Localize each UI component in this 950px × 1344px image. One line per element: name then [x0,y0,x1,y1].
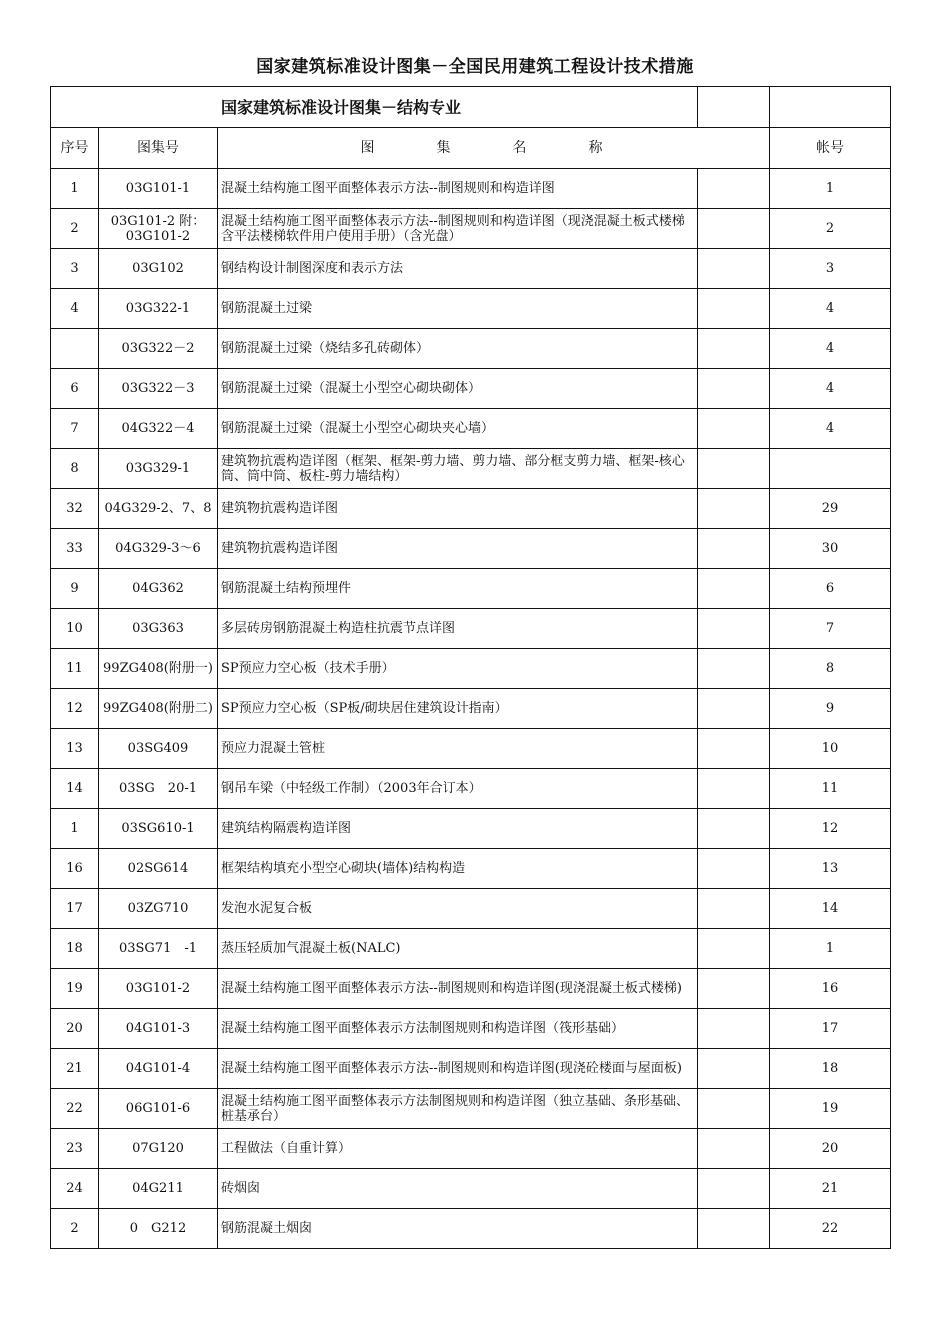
cell-blank [698,169,770,209]
table-row [51,449,891,489]
cell-name: 钢结构设计制图深度和表示方法 [218,249,698,289]
cell-account: 12 [770,809,891,849]
table-row [51,689,891,729]
cell-blank [698,569,770,609]
cell-blank [698,1129,770,1169]
document-title: 国家建筑标准设计图集－全国民用建筑工程设计技术措施 [256,57,694,77]
table-row [51,209,891,249]
cell-account: 8 [770,649,891,689]
cell-seq: 22 [51,1089,99,1129]
cell-blank [698,249,770,289]
cell-name: 钢吊车梁（中轻级工作制）（2003年合订本） [218,769,698,809]
table-row [51,569,891,609]
table-row [51,889,891,929]
cell-name: 建筑结构隔震构造详图 [218,809,698,849]
cell-code: 07G120 [99,1129,218,1169]
cell-name: 预应力混凝土管桩 [218,729,698,769]
cell-seq: 23 [51,1129,99,1169]
cell-name: 多层砖房钢筋混凝土构造柱抗震节点详图 [218,609,698,649]
cell-seq: 6 [51,369,99,409]
cell-blank [698,1009,770,1049]
section-blank-cell [698,87,770,128]
table-row [51,489,891,529]
cell-seq: 2 [51,209,99,249]
cell-code: 03SG 20-1 [99,769,218,809]
cell-blank [698,769,770,809]
cell-blank [698,289,770,329]
cell-account: 3 [770,249,891,289]
cell-code: 04G329-3～6 [99,529,218,569]
section-blank-cell [770,87,891,128]
cell-account: 21 [770,1169,891,1209]
cell-account [770,449,891,489]
cell-blank [698,209,770,249]
cell-name: 建筑物抗震构造详图（框架、框架-剪力墙、剪力墙、部分框支剪力墙、框架-核心筒、筒中筒、板柱-剪力墙结构） [218,449,698,489]
cell-account: 29 [770,489,891,529]
cell-blank [698,969,770,1009]
cell-blank [698,1169,770,1209]
cell-code: 99ZG408(附册一) [99,649,218,689]
table-row [51,169,891,209]
cell-blank [698,729,770,769]
cell-blank [698,689,770,729]
cell-account: 4 [770,329,891,369]
cell-seq: 20 [51,1009,99,1049]
table-row [51,1209,891,1249]
cell-name: 混凝土结构施工图平面整体表示方法--制图规则和构造详图(现浇砼楼面与屋面板) [218,1049,698,1089]
cell-name: 钢筋混凝土过梁（烧结多孔砖砌体） [218,329,698,369]
cell-blank [698,489,770,529]
cell-code: 03G322-1 [99,289,218,329]
cell-seq: 12 [51,689,99,729]
table-row [51,809,891,849]
cell-seq: 9 [51,569,99,609]
cell-code: 03SG409 [99,729,218,769]
cell-seq: 33 [51,529,99,569]
header-name: 图 集 名 称 [218,128,770,169]
cell-name: 框架结构填充小型空心砌块(墙体)结构构造 [218,849,698,889]
cell-blank [698,1089,770,1129]
cell-blank [698,1209,770,1249]
cell-name: 钢筋混凝土过梁（混凝土小型空心砌块砌体） [218,369,698,409]
section-title: 国家建筑标准设计图集－结构专业 [51,87,698,128]
table-row [51,849,891,889]
cell-seq: 1 [51,169,99,209]
cell-name: 钢筋混凝土过梁（混凝土小型空心砌块夹心墙） [218,409,698,449]
cell-seq: 16 [51,849,99,889]
cell-blank [698,329,770,369]
table-row [51,409,891,449]
cell-account: 2 [770,209,891,249]
cell-code: 03G363 [99,609,218,649]
cell-name: 混凝土结构施工图平面整体表示方法制图规则和构造详图（筏形基础） [218,1009,698,1049]
cell-code: 04G362 [99,569,218,609]
cell-account: 22 [770,1209,891,1249]
cell-account: 11 [770,769,891,809]
cell-seq: 21 [51,1049,99,1089]
cell-seq: 32 [51,489,99,529]
cell-seq: 3 [51,249,99,289]
cell-code: 03SG71 -1 [99,929,218,969]
cell-account: 16 [770,969,891,1009]
cell-account: 6 [770,569,891,609]
cell-blank [698,809,770,849]
table-row [51,289,891,329]
cell-code: 03G322－3 [99,369,218,409]
cell-code: 02SG614 [99,849,218,889]
cell-account: 14 [770,889,891,929]
cell-code: 04G329-2、7、8 [99,489,218,529]
cell-code: 03ZG710 [99,889,218,929]
cell-seq: 17 [51,889,99,929]
table-row [51,329,891,369]
cell-name: 蒸压轻质加气混凝土板(NALC) [218,929,698,969]
cell-account: 1 [770,929,891,969]
cell-code: 03G101-2 附：03G101-2 [99,209,218,249]
cell-seq: 11 [51,649,99,689]
cell-account: 30 [770,529,891,569]
cell-blank [698,449,770,489]
cell-code: 06G101-6 [99,1089,218,1129]
cell-code: 03G329-1 [99,449,218,489]
cell-account: 13 [770,849,891,889]
cell-name: 钢筋混凝土结构预埋件 [218,569,698,609]
cell-seq [51,329,99,369]
cell-seq: 2 [51,1209,99,1249]
cell-account: 1 [770,169,891,209]
cell-account: 4 [770,289,891,329]
cell-name: 混凝土结构施工图平面整体表示方法--制图规则和构造详图(现浇混凝土板式楼梯) [218,969,698,1009]
cell-seq: 18 [51,929,99,969]
cell-seq: 24 [51,1169,99,1209]
cell-seq: 14 [51,769,99,809]
atlas-catalog-table [50,86,891,1249]
table-row [51,1009,891,1049]
cell-blank [698,889,770,929]
cell-seq: 13 [51,729,99,769]
table-row [51,1049,891,1089]
cell-name: 砖烟囱 [218,1169,698,1209]
cell-blank [698,409,770,449]
cell-seq: 8 [51,449,99,489]
cell-seq: 10 [51,609,99,649]
table-row [51,1089,891,1129]
cell-name: 发泡水泥复合板 [218,889,698,929]
cell-code: 03G102 [99,249,218,289]
cell-code: 03G322－2 [99,329,218,369]
cell-seq: 19 [51,969,99,1009]
section-row [51,87,891,128]
cell-name: 混凝土结构施工图平面整体表示方法制图规则和构造详图（独立基础、条形基础、桩基承台） [218,1089,698,1129]
cell-code: 03SG610-1 [99,809,218,849]
cell-account: 4 [770,369,891,409]
cell-name: 钢筋混凝土过梁 [218,289,698,329]
table-row [51,769,891,809]
cell-account: 17 [770,1009,891,1049]
cell-name: 混凝土结构施工图平面整体表示方法--制图规则和构造详图 [218,169,698,209]
cell-name: 混凝土结构施工图平面整体表示方法--制图规则和构造详图（现浇混凝土板式楼梯 含平法楼梯软件用户使用手册）（含光盘） [218,209,698,249]
header-account: 帐号 [770,128,891,169]
cell-code: 04G101-3 [99,1009,218,1049]
cell-seq: 1 [51,809,99,849]
cell-blank [698,1049,770,1089]
cell-code: 04G211 [99,1169,218,1209]
cell-code: 0 G212 [99,1209,218,1249]
cell-blank [698,849,770,889]
cell-account: 9 [770,689,891,729]
header-row [51,128,891,169]
table-row [51,1169,891,1209]
cell-name: 工程做法（自重计算） [218,1129,698,1169]
cell-seq: 4 [51,289,99,329]
cell-account: 20 [770,1129,891,1169]
cell-code: 04G322－4 [99,409,218,449]
cell-account: 4 [770,409,891,449]
cell-account: 19 [770,1089,891,1129]
cell-blank [698,649,770,689]
cell-account: 7 [770,609,891,649]
cell-account: 18 [770,1049,891,1089]
cell-account: 10 [770,729,891,769]
cell-code: 04G101-4 [99,1049,218,1089]
table-row [51,649,891,689]
table-row [51,529,891,569]
cell-code: 99ZG408(附册二) [99,689,218,729]
table-row [51,929,891,969]
table-row [51,369,891,409]
cell-name: 建筑物抗震构造详图 [218,489,698,529]
cell-name: SP预应力空心板（SP板/砌块居住建筑设计指南） [218,689,698,729]
cell-name: SP预应力空心板（技术手册） [218,649,698,689]
cell-seq: 7 [51,409,99,449]
cell-blank [698,609,770,649]
table-row [51,729,891,769]
table-row [51,609,891,649]
header-seq: 序号 [51,128,99,169]
cell-blank [698,369,770,409]
table-row [51,969,891,1009]
cell-code: 03G101-2 [99,969,218,1009]
header-code: 图集号 [99,128,218,169]
table-row [51,1129,891,1169]
cell-code: 03G101-1 [99,169,218,209]
cell-name: 建筑物抗震构造详图 [218,529,698,569]
cell-blank [698,529,770,569]
cell-blank [698,929,770,969]
table-row [51,249,891,289]
cell-name: 钢筋混凝土烟囱 [218,1209,698,1249]
